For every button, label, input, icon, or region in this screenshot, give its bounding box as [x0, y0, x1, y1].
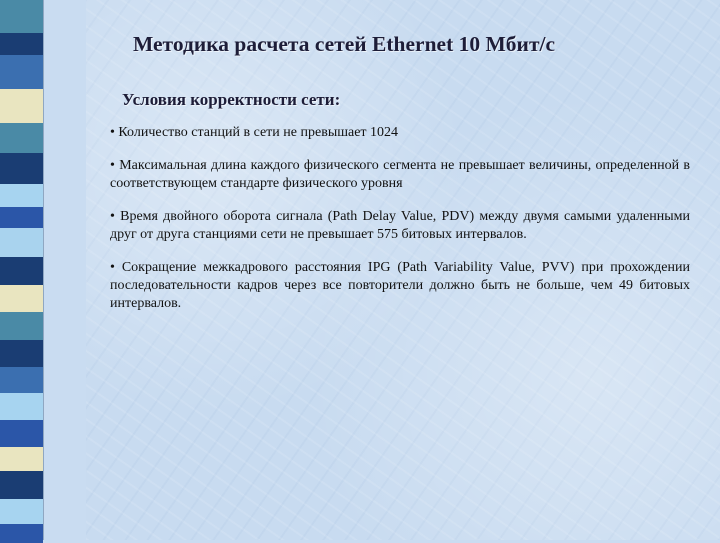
- stripe-segment: [0, 89, 43, 123]
- stripe-segment: [0, 285, 43, 312]
- stripe-segment: [0, 207, 43, 228]
- stripe-segment: [0, 524, 43, 543]
- bullet-list: [110, 124, 690, 328]
- stripe-segment: [0, 447, 43, 471]
- stripe-segment: [0, 257, 43, 285]
- stripe-segment: [0, 499, 43, 524]
- bullet-item: • Время двойного оборота сигнала (Path Delay Value, PDV) между двумя самыми удаленными друг от друга станциями сети не превышает 575 битовых интервалов.: [110, 209, 690, 242]
- bullet-item: • Количество станций в сети не превышает 1024: [110, 125, 399, 140]
- stripe-segment: [0, 123, 43, 153]
- stripe-segment: [0, 184, 43, 207]
- bullet-item: • Максимальная длина каждого физического сегмента не превышает величины, определенной в соответствующем стандарте физического уровня: [110, 158, 690, 191]
- stripe-segment: [0, 420, 43, 447]
- slide-subtitle: Условия корректности сети:: [122, 90, 341, 109]
- stripe-segment: [0, 312, 43, 340]
- decorative-stripe-bar: [0, 0, 44, 540]
- stripe-segment: [0, 393, 43, 420]
- bullet-item: • Сокращение межкадрового расстояния IPG (Path Variability Value, PVV) при прохождении последовательности кадров через все повторители должно быть не больше, чем 49 битовых интервалов.: [110, 260, 690, 311]
- slide-title: Методика расчета сетей Ethernet 10 Мбит/с: [133, 32, 556, 56]
- stripe-segment: [0, 367, 43, 393]
- stripe-segment: [0, 471, 43, 499]
- stripe-segment: [0, 55, 43, 89]
- stripe-segment: [0, 33, 43, 55]
- stripe-segment: [0, 0, 43, 33]
- stripe-segment: [0, 340, 43, 367]
- stripe-segment: [0, 228, 43, 257]
- stripe-segment: [0, 153, 43, 184]
